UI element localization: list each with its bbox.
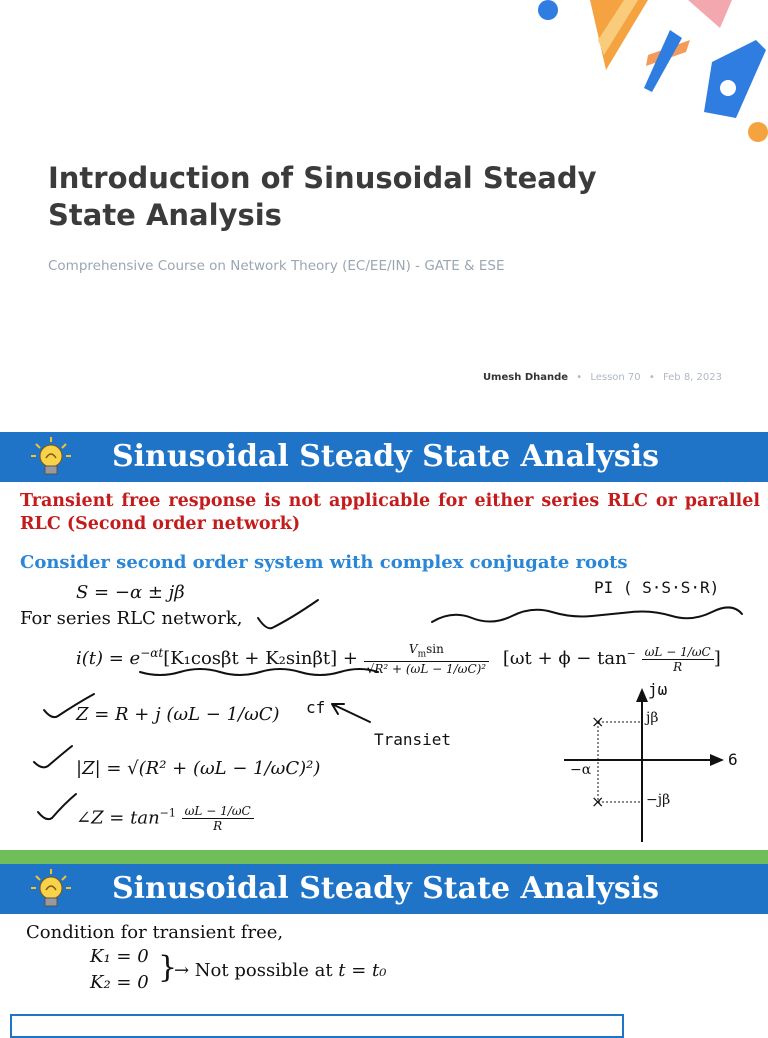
amplitude-denominator: R² + (ωL − 1/ωC)²: [374, 662, 487, 677]
author-name: Umesh Dhande: [482, 372, 569, 383]
lesson-date: Feb 8, 2023: [662, 372, 722, 383]
wavy-overline: [432, 607, 742, 622]
angle-lhs: ∠Z = tan: [76, 807, 160, 829]
result-statement: [174, 960, 387, 981]
angle-fraction: [182, 804, 254, 833]
phase-denominator: R: [673, 659, 683, 674]
brace: }: [158, 950, 178, 985]
handwritten-pi-note: PI ( S·S·S·R): [594, 578, 720, 597]
current-equation: [76, 642, 721, 676]
phase-fraction: [642, 645, 714, 674]
amplitude-sin: sin: [426, 642, 444, 656]
course-title: Introduction of Sinusoidal Steady State Analysis: [48, 161, 597, 232]
result-text: → Not possible at: [174, 960, 339, 981]
pole-neg-jbeta-label: −jβ: [646, 792, 671, 808]
angle-numerator: ωL − 1/ωC: [182, 804, 254, 819]
handwritten-transient-note: Transiet: [374, 730, 452, 749]
slide-heading: Sinusoidal Steady State Analysis: [112, 439, 660, 474]
slide-banner: [0, 864, 768, 914]
arrow-icon: [332, 704, 370, 722]
lightbulb-icon: [30, 436, 72, 478]
k1-condition: K₁ = 0: [90, 946, 149, 967]
impedance-angle-equation: [76, 804, 254, 833]
result-variable: t = t₀: [338, 960, 387, 981]
checkmark-icon: [258, 600, 318, 628]
current-lhs: i(t) = e: [76, 648, 141, 670]
course-subtitle: Comprehensive Course on Network Theory (EC/EE/IN) - GATE & ESE: [48, 258, 505, 274]
cover-card: [0, 0, 768, 420]
phase-close: ]: [713, 648, 721, 670]
lesson-meta: [483, 372, 722, 383]
roots-equation: S = −α ± jβ: [76, 582, 185, 603]
impedance-magnitude-equation: |Z| = √(R² + (ωL − 1/ωC)²): [76, 758, 321, 779]
handwritten-cf-note: cf: [306, 698, 326, 717]
lightbulb-icon: [30, 868, 72, 910]
slide-sinusoidal-2: [0, 864, 768, 1024]
angle-denominator: R: [213, 819, 223, 833]
sigma-axis-label: 6: [728, 750, 738, 769]
pole-marker-upper: ×: [591, 712, 605, 731]
current-exponent: −αt: [140, 646, 164, 661]
angle-exponent: −1: [159, 806, 176, 820]
phase-term: [ωt + ϕ − tan: [502, 648, 627, 670]
amplitude-subscript: m: [417, 649, 427, 660]
transient-note: Transient free response is not applicable for either series RLC or parallel RLC (Second order network): [20, 491, 760, 534]
slide-banner: [0, 432, 768, 482]
separator-dot: •: [576, 372, 583, 383]
phase-numerator: ωL − 1/ωC: [642, 645, 714, 660]
jw-axis-label: jω: [648, 680, 668, 699]
amplitude-vm: V: [408, 642, 418, 656]
slide-heading: Sinusoidal Steady State Analysis: [112, 871, 660, 906]
pole-jbeta-label: jβ: [646, 710, 659, 726]
next-slide-box: [10, 1014, 624, 1038]
pole-marker-lower: ×: [591, 792, 605, 811]
k2-condition: K₂ = 0: [90, 972, 149, 993]
current-amplitude-fraction: $\frac{V_m\sin}{\text{√R² + (ωL − 1/ωC)²}}$: [364, 642, 489, 676]
decorative-art: [520, 0, 768, 160]
phase-exponent: −: [626, 647, 636, 661]
complex-roots-heading: Consider second order system with complex conjugate roots: [20, 552, 628, 573]
checkmark-icon: [34, 746, 72, 767]
series-rlc-label: For series RLC network,: [20, 608, 243, 629]
slide-sinusoidal-1: [0, 432, 768, 844]
separator-dot: •: [648, 372, 655, 383]
impedance-equation: Z = R + j (ωL − 1/ωC): [76, 704, 280, 725]
lesson-number: Lesson 70: [590, 372, 641, 383]
condition-label: Condition for transient free,: [26, 922, 284, 943]
checkmark-icon: [38, 794, 76, 819]
neg-alpha-label: −α: [570, 762, 592, 778]
current-transient-term: [K₁cosβt + K₂sinβt] +: [163, 648, 358, 670]
slide-divider: [0, 850, 768, 864]
